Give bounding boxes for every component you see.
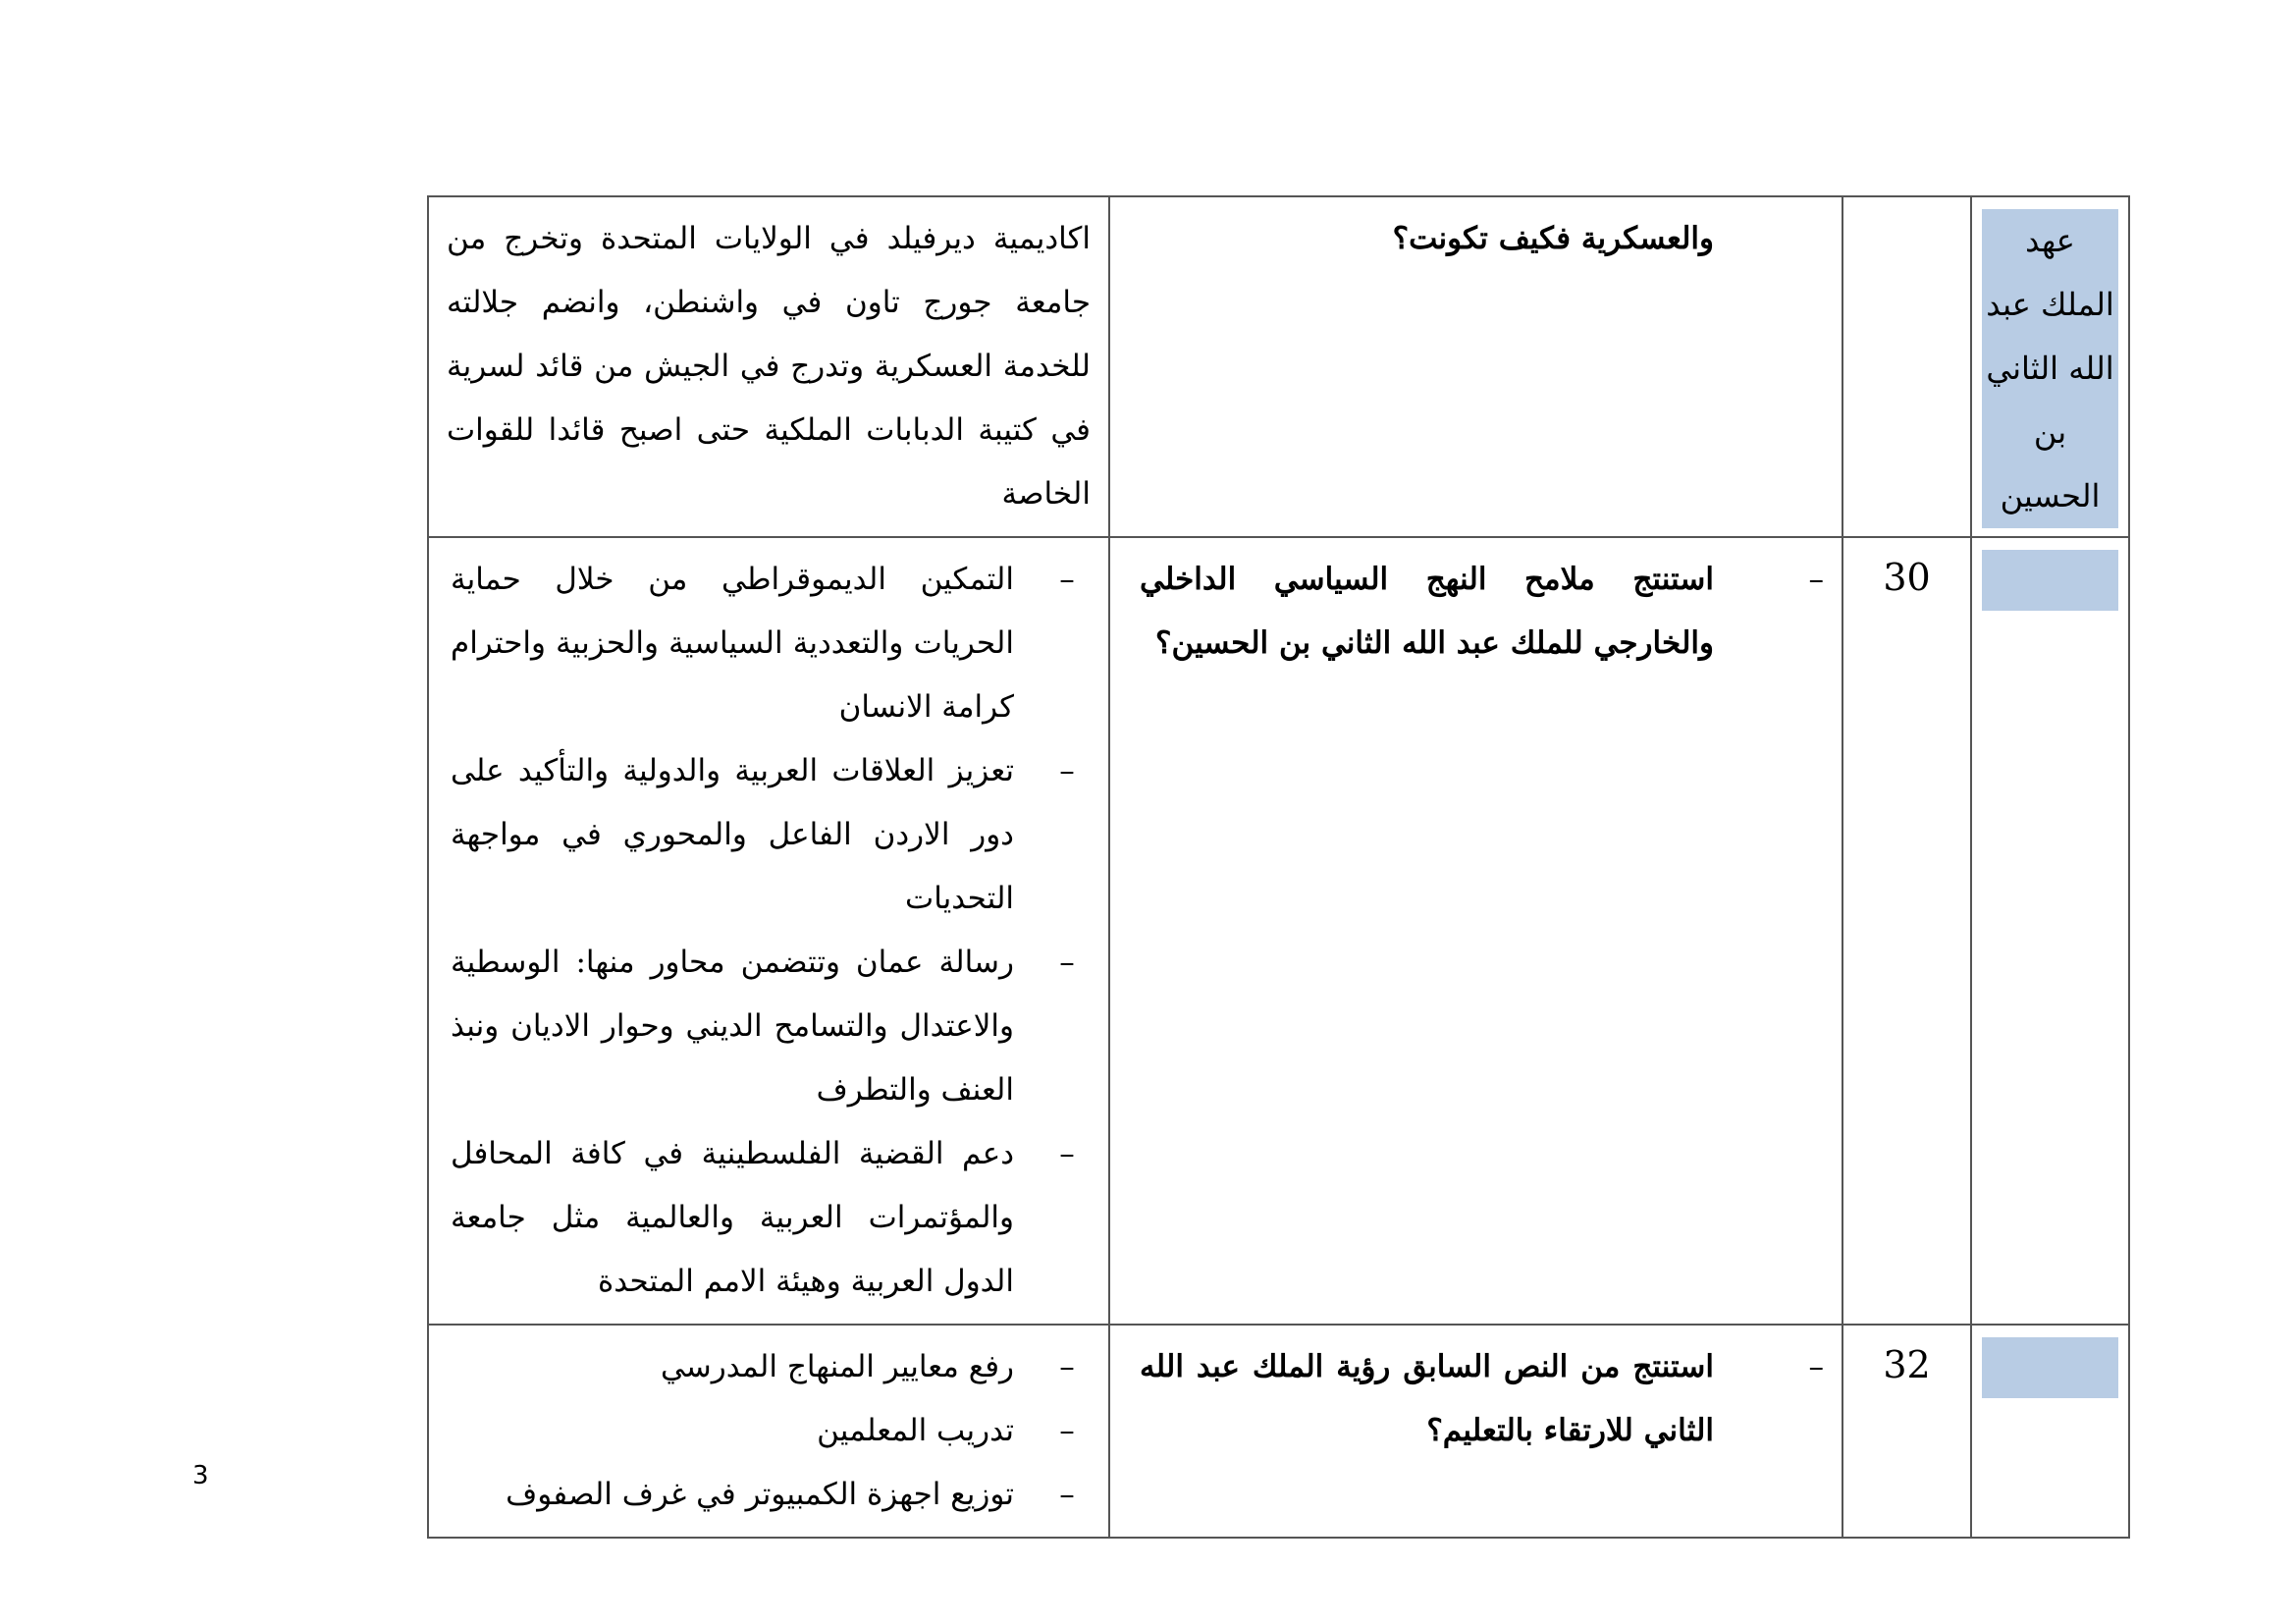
era-highlight (1982, 550, 2118, 611)
bullet-dash: – (1059, 1349, 1075, 1384)
question-text: والعسكرية فكيف تكونت؟ (1392, 221, 1714, 256)
era-cell (1971, 1325, 2129, 1538)
page-ref: 32 (1883, 1343, 1931, 1386)
table-row (428, 537, 2129, 1325)
question-text: استنتج من النص السابق رؤية الملك عبد الله الثاني للارتقاء بالتعليم؟ (1140, 1349, 1714, 1448)
answer-cell (428, 537, 1109, 1325)
bullet-dash: – (1808, 562, 1824, 597)
bullet-dash: – (1059, 1413, 1075, 1448)
bullet-dash: – (1059, 562, 1075, 597)
page-ref: 30 (1883, 556, 1931, 599)
question-cell (1109, 196, 1842, 537)
list-item (447, 1399, 1091, 1463)
lesson-table (427, 195, 2130, 1539)
era-highlight (1982, 1337, 2118, 1398)
answer-item-text: التمكين الديموقراطي من خلال حماية الحريات والتعددية السياسية والحزبية واحترام كرامة الانسان (451, 562, 1014, 725)
question-item (1128, 548, 1824, 676)
page-cell (1842, 537, 1971, 1325)
answer-item-text: دعم القضية الفلسطينية في كافة المحافل والمؤتمرات العربية والعالمية مثل جامعة الدول العربية وهيئة الامم المتحدة (451, 1136, 1014, 1299)
table-row (428, 1325, 2129, 1538)
list-item (447, 1122, 1091, 1314)
page-cell (1842, 1325, 1971, 1538)
bullet-dash: – (1059, 753, 1075, 788)
page-number: 3 (192, 1461, 209, 1490)
question-item (1128, 1335, 1824, 1463)
era-cell (1971, 196, 2129, 537)
era-label: عهد الملك عبد الله الثاني بن الحسين (1982, 209, 2118, 528)
answer-list (447, 1335, 1091, 1527)
answer-item-text: رسالة عمان وتتضمن محاور منها: الوسطية والاعتدال والتسامح الديني وحوار الاديان ونبذ العنف والتطرف (451, 945, 1014, 1108)
list-item (447, 739, 1091, 931)
answer-cell (428, 1325, 1109, 1538)
bullet-dash: – (1059, 1136, 1075, 1171)
bullet-dash: – (1059, 1477, 1075, 1512)
list-item (447, 931, 1091, 1122)
bullet-dash: – (1808, 1349, 1824, 1384)
answer-item-text: تدريب المعلمين (817, 1413, 1014, 1448)
answer-text: اكاديمية ديرفيلد في الولايات المتحدة وتخرج من جامعة جورج تاون في واشنطن، وانضم جلالته للخدمة العسكرية وتدرج في الجيش من قائد لسرية في كتيبة الدبابات الملكية حتى اصبح قائدا للقوات الخاصة (447, 221, 1091, 512)
answer-item-text: تعزيز العلاقات العربية والدولية والتأكيد على دور الاردن الفاعل والمحوري في مواجهة التحديات (451, 753, 1014, 916)
era-cell (1971, 537, 2129, 1325)
page-cell (1842, 196, 1971, 537)
question-cell (1109, 537, 1842, 1325)
question-text: استنتج ملامح النهج السياسي الداخلي والخارجي للملك عبد الله الثاني بن الحسين؟ (1140, 562, 1714, 661)
list-item (447, 1335, 1091, 1399)
list-item (447, 548, 1091, 739)
list-item (447, 1463, 1091, 1527)
answer-list (447, 548, 1091, 1314)
answer-item-text: رفع معايير المنهاج المدرسي (660, 1349, 1014, 1384)
question-item (1128, 207, 1824, 271)
page-ref (1843, 197, 1970, 205)
answer-item-text: توزيع اجهزة الكمبيوتر في غرف الصفوف (506, 1477, 1014, 1512)
question-cell (1109, 1325, 1842, 1538)
bullet-dash: – (1059, 945, 1075, 980)
answer-cell (428, 196, 1109, 537)
table-row (428, 196, 2129, 537)
